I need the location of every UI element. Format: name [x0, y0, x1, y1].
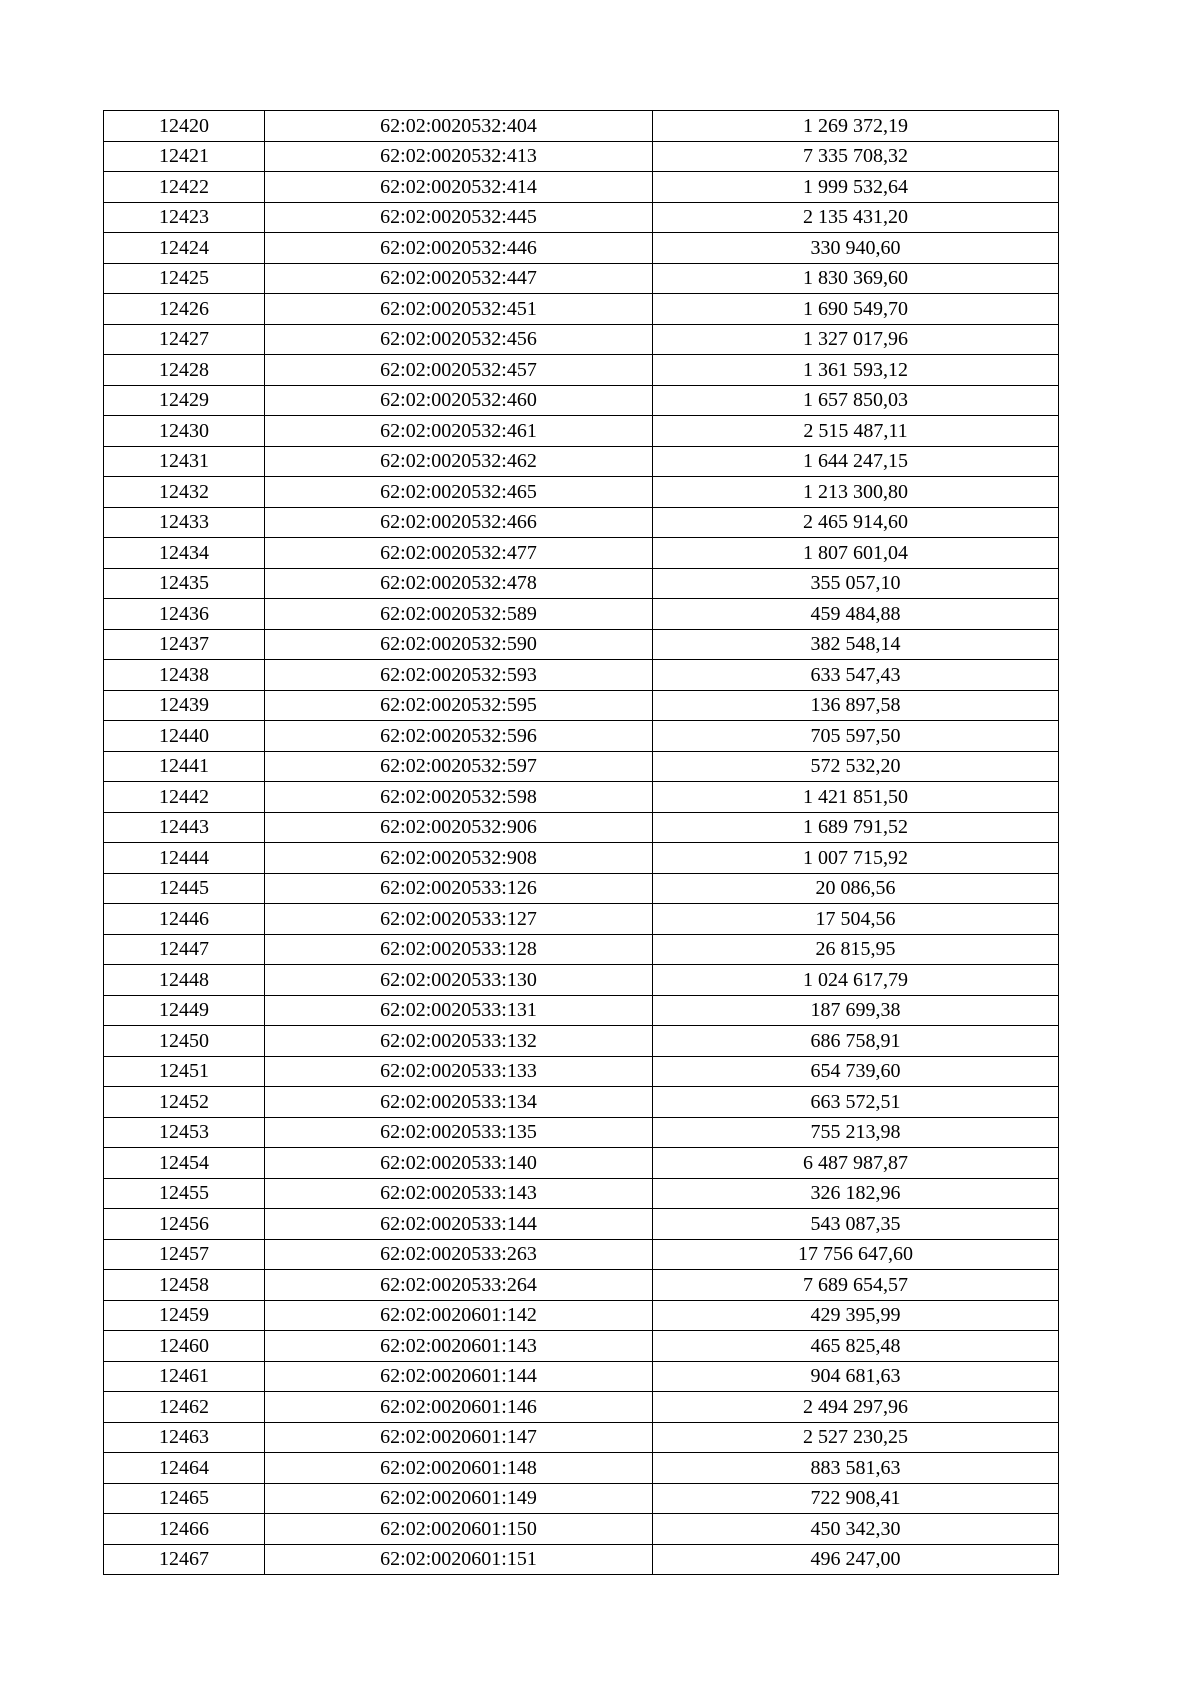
row-number-cell: 12455 [104, 1178, 265, 1209]
row-number-cell: 12449 [104, 995, 265, 1026]
cadastral-number-cell: 62:02:0020532:596 [265, 721, 653, 752]
row-number-cell: 12429 [104, 385, 265, 416]
cadastral-value-cell: 1 421 851,50 [653, 782, 1059, 813]
row-number-cell: 12444 [104, 843, 265, 874]
cadastral-number-cell: 62:02:0020532:589 [265, 599, 653, 630]
row-number-cell: 12453 [104, 1117, 265, 1148]
row-number-cell: 12424 [104, 233, 265, 264]
cadastral-number-cell: 62:02:0020532:593 [265, 660, 653, 691]
cadastral-number-cell: 62:02:0020533:135 [265, 1117, 653, 1148]
row-number-cell: 12440 [104, 721, 265, 752]
row-number-cell: 12466 [104, 1514, 265, 1545]
cadastral-number-cell: 62:02:0020532:462 [265, 446, 653, 477]
row-number-cell: 12422 [104, 172, 265, 203]
row-number-cell: 12447 [104, 934, 265, 965]
table-body [104, 111, 1059, 1575]
cadastral-value-table [103, 110, 1059, 1575]
cadastral-value-cell: 459 484,88 [653, 599, 1059, 630]
cadastral-number-cell: 62:02:0020532:447 [265, 263, 653, 294]
cadastral-number-cell: 62:02:0020532:598 [265, 782, 653, 813]
cadastral-value-cell: 2 494 297,96 [653, 1392, 1059, 1423]
table-row [104, 812, 1059, 843]
cadastral-value-cell: 1 361 593,12 [653, 355, 1059, 386]
row-number-cell: 12439 [104, 690, 265, 721]
row-number-cell: 12443 [104, 812, 265, 843]
table-row [104, 477, 1059, 508]
table-row [104, 751, 1059, 782]
table-row [104, 324, 1059, 355]
cadastral-value-cell: 17 756 647,60 [653, 1239, 1059, 1270]
table-row [104, 202, 1059, 233]
cadastral-value-cell: 633 547,43 [653, 660, 1059, 691]
cadastral-number-cell: 62:02:0020601:144 [265, 1361, 653, 1392]
table-row [104, 446, 1059, 477]
row-number-cell: 12451 [104, 1056, 265, 1087]
row-number-cell: 12421 [104, 141, 265, 172]
row-number-cell: 12461 [104, 1361, 265, 1392]
row-number-cell: 12463 [104, 1422, 265, 1453]
cadastral-value-cell: 450 342,30 [653, 1514, 1059, 1545]
cadastral-value-cell: 429 395,99 [653, 1300, 1059, 1331]
cadastral-value-cell: 1 807 601,04 [653, 538, 1059, 569]
cadastral-number-cell: 62:02:0020601:150 [265, 1514, 653, 1545]
table-row [104, 660, 1059, 691]
cadastral-number-cell: 62:02:0020601:151 [265, 1544, 653, 1575]
cadastral-value-cell: 755 213,98 [653, 1117, 1059, 1148]
cadastral-value-cell: 1 007 715,92 [653, 843, 1059, 874]
cadastral-number-cell: 62:02:0020533:133 [265, 1056, 653, 1087]
cadastral-value-cell: 2 527 230,25 [653, 1422, 1059, 1453]
cadastral-number-cell: 62:02:0020532:446 [265, 233, 653, 264]
cadastral-number-cell: 62:02:0020532:460 [265, 385, 653, 416]
row-number-cell: 12454 [104, 1148, 265, 1179]
row-number-cell: 12460 [104, 1331, 265, 1362]
row-number-cell: 12442 [104, 782, 265, 813]
cadastral-number-cell: 62:02:0020533:128 [265, 934, 653, 965]
table-row [104, 568, 1059, 599]
cadastral-number-cell: 62:02:0020601:142 [265, 1300, 653, 1331]
cadastral-value-cell: 722 908,41 [653, 1483, 1059, 1514]
table-row [104, 1148, 1059, 1179]
table-row [104, 355, 1059, 386]
cadastral-number-cell: 62:02:0020532:477 [265, 538, 653, 569]
row-number-cell: 12438 [104, 660, 265, 691]
cadastral-number-cell: 62:02:0020532:414 [265, 172, 653, 203]
table-row [104, 1453, 1059, 1484]
cadastral-number-cell: 62:02:0020601:147 [265, 1422, 653, 1453]
cadastral-value-cell: 17 504,56 [653, 904, 1059, 935]
row-number-cell: 12457 [104, 1239, 265, 1270]
cadastral-value-cell: 1 024 617,79 [653, 965, 1059, 996]
table-row [104, 965, 1059, 996]
row-number-cell: 12425 [104, 263, 265, 294]
row-number-cell: 12456 [104, 1209, 265, 1240]
row-number-cell: 12448 [104, 965, 265, 996]
row-number-cell: 12452 [104, 1087, 265, 1118]
cadastral-number-cell: 62:02:0020533:264 [265, 1270, 653, 1301]
table-row [104, 1514, 1059, 1545]
table-row [104, 1361, 1059, 1392]
cadastral-value-cell: 26 815,95 [653, 934, 1059, 965]
table-row [104, 416, 1059, 447]
cadastral-value-cell: 1 999 532,64 [653, 172, 1059, 203]
cadastral-value-cell: 187 699,38 [653, 995, 1059, 1026]
table-row [104, 263, 1059, 294]
cadastral-number-cell: 62:02:0020532:906 [265, 812, 653, 843]
table-row [104, 1422, 1059, 1453]
cadastral-value-cell: 1 657 850,03 [653, 385, 1059, 416]
table-row [104, 141, 1059, 172]
cadastral-value-cell: 20 086,56 [653, 873, 1059, 904]
table-row [104, 111, 1059, 142]
row-number-cell: 12420 [104, 111, 265, 142]
table-row [104, 1270, 1059, 1301]
table-row [104, 1087, 1059, 1118]
table-row [104, 507, 1059, 538]
table-row [104, 1392, 1059, 1423]
cadastral-number-cell: 62:02:0020532:404 [265, 111, 653, 142]
cadastral-number-cell: 62:02:0020533:126 [265, 873, 653, 904]
table-row [104, 1300, 1059, 1331]
row-number-cell: 12450 [104, 1026, 265, 1057]
cadastral-number-cell: 62:02:0020532:457 [265, 355, 653, 386]
cadastral-value-cell: 543 087,35 [653, 1209, 1059, 1240]
table-row [104, 629, 1059, 660]
cadastral-number-cell: 62:02:0020533:144 [265, 1209, 653, 1240]
table-row [104, 1056, 1059, 1087]
row-number-cell: 12433 [104, 507, 265, 538]
row-number-cell: 12435 [104, 568, 265, 599]
cadastral-number-cell: 62:02:0020601:146 [265, 1392, 653, 1423]
cadastral-number-cell: 62:02:0020532:595 [265, 690, 653, 721]
table-row [104, 599, 1059, 630]
table-row [104, 1209, 1059, 1240]
cadastral-number-cell: 62:02:0020532:461 [265, 416, 653, 447]
table-row [104, 385, 1059, 416]
row-number-cell: 12428 [104, 355, 265, 386]
table-row [104, 873, 1059, 904]
cadastral-value-cell: 1 830 369,60 [653, 263, 1059, 294]
table-row [104, 294, 1059, 325]
cadastral-number-cell: 62:02:0020532:451 [265, 294, 653, 325]
table-row [104, 721, 1059, 752]
cadastral-value-cell: 465 825,48 [653, 1331, 1059, 1362]
row-number-cell: 12423 [104, 202, 265, 233]
cadastral-value-cell: 7 335 708,32 [653, 141, 1059, 172]
table-row [104, 172, 1059, 203]
table-row [104, 1117, 1059, 1148]
row-number-cell: 12458 [104, 1270, 265, 1301]
cadastral-value-cell: 1 327 017,96 [653, 324, 1059, 355]
table-row [104, 1178, 1059, 1209]
cadastral-number-cell: 62:02:0020532:456 [265, 324, 653, 355]
row-number-cell: 12434 [104, 538, 265, 569]
cadastral-value-cell: 686 758,91 [653, 1026, 1059, 1057]
cadastral-number-cell: 62:02:0020601:143 [265, 1331, 653, 1362]
row-number-cell: 12446 [104, 904, 265, 935]
row-number-cell: 12445 [104, 873, 265, 904]
cadastral-number-cell: 62:02:0020532:590 [265, 629, 653, 660]
row-number-cell: 12430 [104, 416, 265, 447]
cadastral-value-cell: 883 581,63 [653, 1453, 1059, 1484]
row-number-cell: 12459 [104, 1300, 265, 1331]
table-row [104, 843, 1059, 874]
cadastral-number-cell: 62:02:0020533:143 [265, 1178, 653, 1209]
cadastral-value-cell: 1 269 372,19 [653, 111, 1059, 142]
cadastral-value-cell: 2 465 914,60 [653, 507, 1059, 538]
cadastral-value-cell: 1 213 300,80 [653, 477, 1059, 508]
cadastral-number-cell: 62:02:0020533:263 [265, 1239, 653, 1270]
row-number-cell: 12462 [104, 1392, 265, 1423]
table-row [104, 233, 1059, 264]
cadastral-value-cell: 2 515 487,11 [653, 416, 1059, 447]
cadastral-value-cell: 136 897,58 [653, 690, 1059, 721]
table-row [104, 1483, 1059, 1514]
cadastral-number-cell: 62:02:0020533:131 [265, 995, 653, 1026]
cadastral-value-cell: 7 689 654,57 [653, 1270, 1059, 1301]
cadastral-value-cell: 1 690 549,70 [653, 294, 1059, 325]
table-row [104, 1331, 1059, 1362]
cadastral-value-cell: 330 940,60 [653, 233, 1059, 264]
row-number-cell: 12467 [104, 1544, 265, 1575]
table-row [104, 904, 1059, 935]
cadastral-number-cell: 62:02:0020533:130 [265, 965, 653, 996]
cadastral-value-cell: 326 182,96 [653, 1178, 1059, 1209]
table-row [104, 934, 1059, 965]
cadastral-value-cell: 572 532,20 [653, 751, 1059, 782]
cadastral-number-cell: 62:02:0020532:413 [265, 141, 653, 172]
cadastral-value-cell: 382 548,14 [653, 629, 1059, 660]
cadastral-value-cell: 496 247,00 [653, 1544, 1059, 1575]
row-number-cell: 12432 [104, 477, 265, 508]
row-number-cell: 12431 [104, 446, 265, 477]
cadastral-value-cell: 1 689 791,52 [653, 812, 1059, 843]
table-row [104, 1239, 1059, 1270]
cadastral-value-cell: 654 739,60 [653, 1056, 1059, 1087]
cadastral-value-cell: 1 644 247,15 [653, 446, 1059, 477]
row-number-cell: 12464 [104, 1453, 265, 1484]
cadastral-value-cell: 355 057,10 [653, 568, 1059, 599]
table-row [104, 690, 1059, 721]
table-row [104, 782, 1059, 813]
table-row [104, 538, 1059, 569]
cadastral-number-cell: 62:02:0020532:478 [265, 568, 653, 599]
cadastral-value-cell: 663 572,51 [653, 1087, 1059, 1118]
row-number-cell: 12427 [104, 324, 265, 355]
row-number-cell: 12465 [104, 1483, 265, 1514]
cadastral-number-cell: 62:02:0020533:140 [265, 1148, 653, 1179]
cadastral-number-cell: 62:02:0020532:465 [265, 477, 653, 508]
row-number-cell: 12437 [104, 629, 265, 660]
row-number-cell: 12426 [104, 294, 265, 325]
cadastral-value-cell: 6 487 987,87 [653, 1148, 1059, 1179]
cadastral-number-cell: 62:02:0020601:149 [265, 1483, 653, 1514]
cadastral-number-cell: 62:02:0020532:445 [265, 202, 653, 233]
table-row [104, 995, 1059, 1026]
table-row [104, 1544, 1059, 1575]
cadastral-number-cell: 62:02:0020532:466 [265, 507, 653, 538]
cadastral-number-cell: 62:02:0020532:908 [265, 843, 653, 874]
cadastral-value-cell: 904 681,63 [653, 1361, 1059, 1392]
cadastral-number-cell: 62:02:0020601:148 [265, 1453, 653, 1484]
cadastral-number-cell: 62:02:0020533:127 [265, 904, 653, 935]
cadastral-value-cell: 705 597,50 [653, 721, 1059, 752]
cadastral-number-cell: 62:02:0020533:132 [265, 1026, 653, 1057]
cadastral-number-cell: 62:02:0020533:134 [265, 1087, 653, 1118]
row-number-cell: 12436 [104, 599, 265, 630]
cadastral-number-cell: 62:02:0020532:597 [265, 751, 653, 782]
table-row [104, 1026, 1059, 1057]
cadastral-value-cell: 2 135 431,20 [653, 202, 1059, 233]
row-number-cell: 12441 [104, 751, 265, 782]
